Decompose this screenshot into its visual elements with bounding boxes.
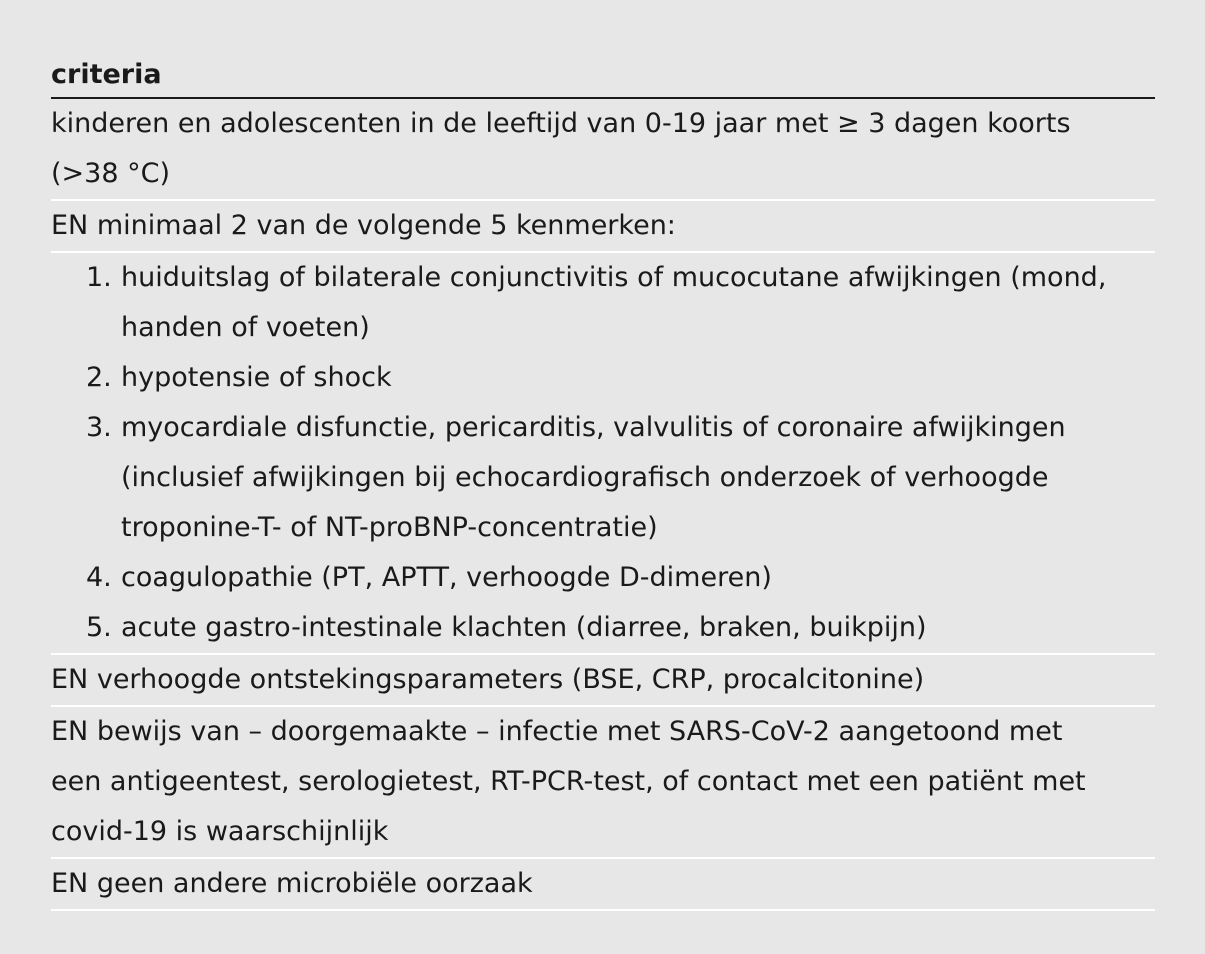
feature-line: huiduitslag of bilaterale conjunctivitis of mucocutane afwijkingen (mond,: [121, 262, 1107, 293]
feature-number: 2.: [86, 362, 112, 393]
criterion-inflammation: [51, 655, 1155, 707]
feature-line: myocardiale disfunctie, pericarditis, valvulitis of coronaire afwijkingen: [121, 412, 1066, 443]
feature-item-3: [51, 403, 1155, 553]
criterion-sars-cov-2: [51, 707, 1155, 859]
feature-line: acute gastro-intestinale klachten (diarree, braken, buikpijn): [121, 612, 927, 643]
criterion-line: EN bewijs van – doorgemaakte – infectie met SARS-CoV-2 aangetoond met: [51, 716, 1063, 747]
feature-line: handen of voeten): [121, 312, 370, 343]
criterion-age-fever: [51, 99, 1155, 201]
criterion-line: een antigeentest, serologietest, RT-PCR-test, of contact met een patiënt met: [51, 766, 1086, 797]
criterion-line: (>38 °C): [51, 158, 170, 189]
feature-number: 4.: [86, 562, 112, 593]
feature-number: 3.: [86, 412, 112, 443]
criterion-no-other-cause: [51, 859, 1155, 911]
criterion-line: EN verhoogde ontstekingsparameters (BSE, CRP, procalcitonine): [51, 664, 925, 695]
criteria-table: [51, 55, 1155, 911]
criterion-line: covid-19 is waarschijnlijk: [51, 816, 389, 847]
feature-item-1: [51, 253, 1155, 353]
feature-number: 1.: [86, 262, 112, 293]
feature-list: [51, 253, 1155, 655]
feature-line: hypotensie of shock: [121, 362, 392, 393]
criterion-line: kinderen en adolescenten in de leeftijd van 0-19 jaar met ≥ 3 dagen koorts: [51, 108, 1071, 139]
criterion-min-features: [51, 201, 1155, 253]
feature-line: troponine-T- of NT-proBNP-concentratie): [121, 512, 658, 543]
criterion-line: EN minimaal 2 van de volgende 5 kenmerken:: [51, 210, 676, 241]
feature-number: 5.: [86, 612, 112, 643]
feature-item-5: [51, 603, 1155, 653]
feature-line: (inclusief afwijkingen bij echocardiografisch onderzoek of verhoogde: [121, 462, 1049, 493]
table-header: criteria: [51, 55, 1155, 99]
criterion-line: EN geen andere microbiële oorzaak: [51, 868, 533, 899]
feature-line: coagulopathie (PT, APTT, verhoogde D-dimeren): [121, 562, 772, 593]
feature-item-4: [51, 553, 1155, 603]
feature-item-2: [51, 353, 1155, 403]
